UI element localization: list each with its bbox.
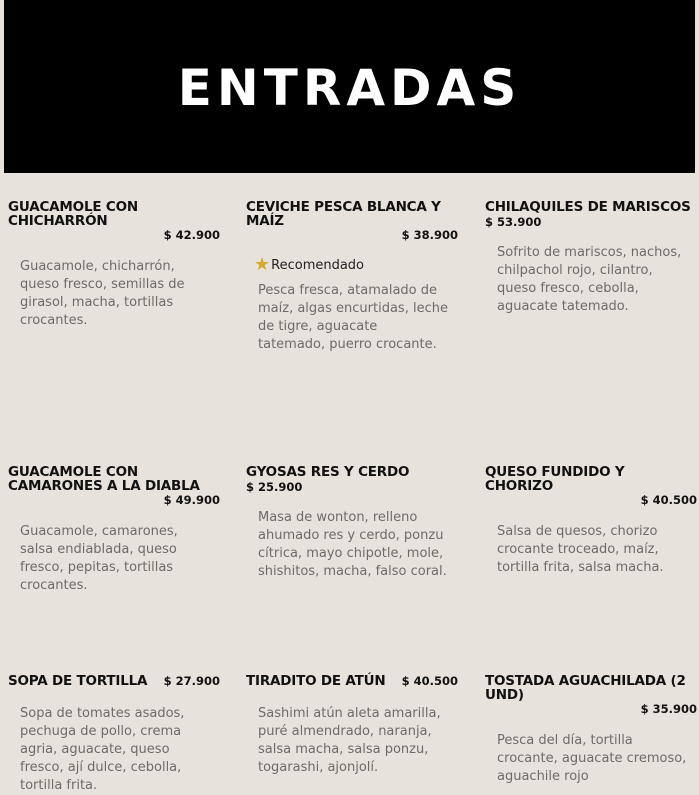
page-title: ENTRADAS [177, 58, 522, 117]
hero-banner [4, 0, 695, 173]
item-name: TOSTADA AGUACHILADA (2 UND) [485, 673, 686, 703]
menu-item[interactable] [8, 199, 220, 328]
menu-item[interactable] [485, 199, 695, 314]
item-name: GUACAMOLE CON CAMARONES A LA DIABLA [8, 464, 200, 494]
item-price: $ 40.500 [401, 674, 458, 688]
item-price: $ 40.500 [640, 493, 697, 507]
star-icon: ★ [254, 254, 271, 275]
item-name: GUACAMOLE CON CHICHARRÓN [8, 199, 138, 229]
item-name: CHILAQUILES DE MARISCOS [485, 199, 691, 215]
menu-item[interactable] [485, 464, 697, 575]
item-description: Sashimi atún aleta amarilla, puré almendrado, naranja, salsa macha, salsa ponzu, togarashi, ajonjolí. [258, 706, 441, 775]
menu-item[interactable] [485, 673, 697, 784]
item-price: $ 38.900 [401, 228, 458, 242]
item-price: $ 25.900 [246, 480, 303, 494]
item-price: $ 53.900 [485, 215, 542, 229]
item-name: GYOSAS RES Y CERDO [246, 464, 410, 480]
item-description: Salsa de quesos, chorizo crocante troceado, maíz, tortilla frita, salsa macha. [497, 524, 664, 575]
item-name: SOPA DE TORTILLA [8, 673, 148, 689]
item-description: Sofrito de mariscos, nachos, chilpachol rojo, cilantro, queso fresco, cebolla, aguacate tatemado. [497, 245, 682, 314]
item-description: Guacamole, chicharrón, queso fresco, semillas de girasol, macha, tortillas crocantes. [20, 259, 185, 328]
item-name: QUESO FUNDIDO Y CHORIZO [485, 464, 625, 494]
menu-item[interactable] [8, 464, 220, 593]
item-price: $ 49.900 [163, 493, 220, 507]
recommended-badge [254, 256, 364, 274]
item-description: Sopa de tomates asados, pechuga de pollo, crema agria, aguacate, queso fresco, ají dulce, cebolla, tortilla frita. [20, 706, 185, 793]
item-name: CEVICHE PESCA BLANCA Y MAÍZ [246, 199, 441, 229]
badge-label: Recomendado [271, 257, 365, 273]
item-description: Masa de wonton, relleno ahumado res y cerdo, ponzu cítrica, mayo chipotle, mole, shishitos, macha, falso coral. [258, 510, 447, 579]
menu-item[interactable] [246, 464, 456, 579]
item-description: Pesca fresca, atamalado de maíz, algas encurtidas, leche de tigre, aguacate tatemado, puerro crocante. [258, 283, 448, 352]
menu-item[interactable] [246, 199, 458, 352]
item-price: $ 27.900 [163, 674, 220, 688]
menu-item[interactable] [246, 673, 458, 775]
item-description: Guacamole, camarones, salsa endiablada, queso fresco, pepitas, tortillas crocantes. [20, 524, 178, 593]
item-name: TIRADITO DE ATÚN [246, 673, 386, 689]
menu-item[interactable] [8, 673, 220, 793]
item-description: Pesca del día, tortilla crocante, aguacate cremoso, aguachile rojo [497, 733, 687, 784]
item-price: $ 35.900 [640, 702, 697, 716]
item-price: $ 42.900 [163, 228, 220, 242]
